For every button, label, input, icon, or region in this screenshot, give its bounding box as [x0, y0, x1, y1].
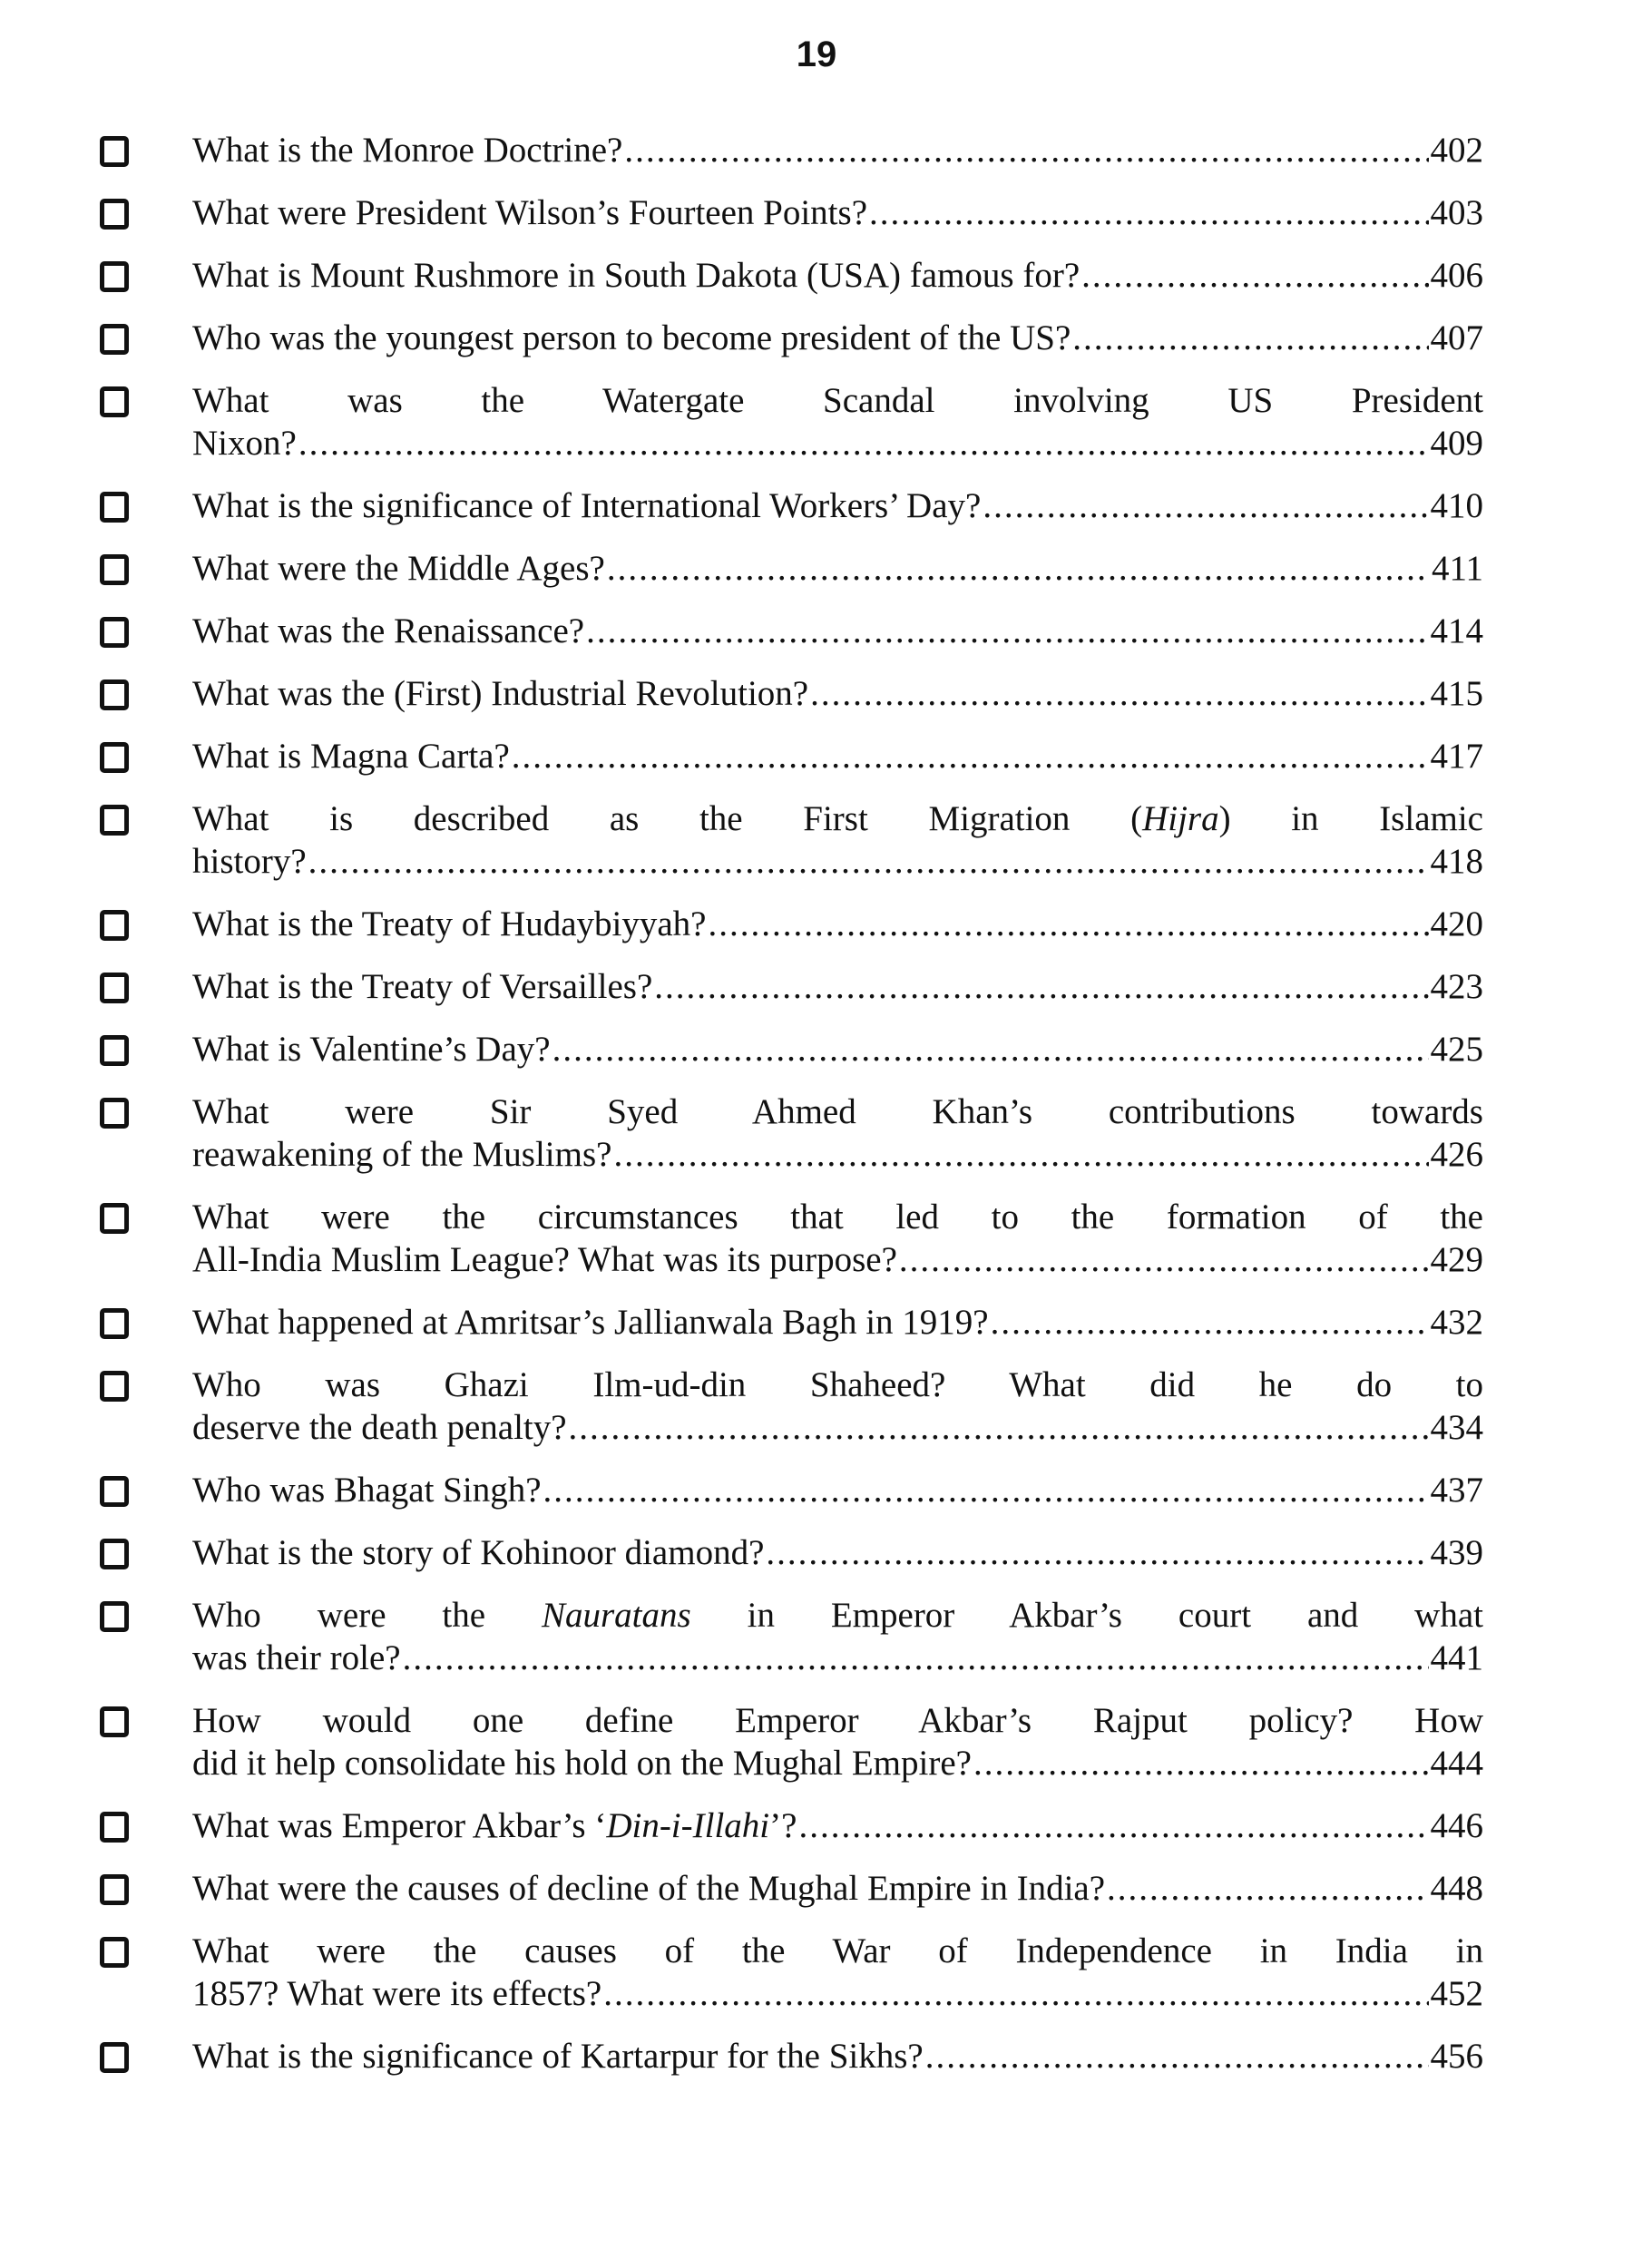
dot-leader	[308, 840, 1429, 883]
toc-entry	[100, 379, 1483, 464]
page-number: 19	[796, 34, 837, 74]
toc-entry-page-number: 434	[1430, 1408, 1483, 1447]
checkbox-icon	[100, 1539, 129, 1569]
toc-entry-title: reawakening of the Muslims?	[192, 1135, 612, 1174]
toc-entry-leader-line	[192, 254, 1483, 297]
checkbox-icon	[100, 1476, 129, 1507]
toc-entry-title-line: What were the causes of the War of Independence in India in	[192, 1931, 1483, 1970]
toc-entry-page-number: 448	[1430, 1869, 1483, 1908]
toc-entry-page-number: 411	[1431, 549, 1483, 588]
toc-entry-title: What was the (First) Industrial Revolution?	[192, 674, 809, 713]
toc-entry-body	[192, 1531, 1483, 1574]
toc-entry-title: What was Emperor Akbar’s ‘Din-i-Illahi’?	[192, 1806, 797, 1845]
toc-entry-body	[192, 1867, 1483, 1910]
toc-entry-leader-line	[192, 1406, 1483, 1449]
toc-entry-leader-line	[192, 422, 1483, 464]
toc-entry	[100, 1867, 1483, 1910]
checkbox-icon	[100, 1601, 129, 1632]
checkbox-icon	[100, 136, 129, 167]
toc-entry-title: was their role?	[192, 1638, 401, 1677]
toc-entry-leader-line	[192, 1028, 1483, 1070]
toc-entry-leader-line	[192, 1133, 1483, 1176]
toc-entry-title: What is Magna Carta?	[192, 737, 510, 776]
toc-entry-page-number: 432	[1430, 1303, 1483, 1342]
dot-leader	[1107, 1867, 1428, 1910]
dot-leader	[654, 965, 1428, 1008]
toc-entry-page-number: 441	[1430, 1638, 1483, 1677]
dot-leader	[869, 191, 1428, 234]
toc-entry-body	[192, 1196, 1483, 1281]
toc-entry-body	[192, 610, 1483, 652]
toc-entry-body	[192, 254, 1483, 297]
toc-entry-leader-line	[192, 1469, 1483, 1511]
toc-entry	[100, 254, 1483, 297]
toc-entry-leader-line	[192, 610, 1483, 652]
toc-entry-body	[192, 191, 1483, 234]
toc-entry-title: What is the story of Kohinoor diamond?	[192, 1533, 765, 1572]
toc-entry-page-number: 407	[1430, 318, 1483, 357]
toc-entry-leader-line	[192, 1867, 1483, 1910]
toc-entry-page-number: 437	[1430, 1471, 1483, 1510]
toc-entry-body	[192, 1090, 1483, 1176]
dot-leader	[798, 1804, 1428, 1847]
toc-entry-body	[192, 1028, 1483, 1070]
toc-entry	[100, 547, 1483, 590]
toc-entry-leader-line	[192, 191, 1483, 234]
toc-entry-page-number: 420	[1430, 904, 1483, 943]
dot-leader	[607, 547, 1430, 590]
toc-entry-page-number: 410	[1430, 486, 1483, 525]
toc-entry-title-line: Who were the Nauratans in Emperor Akbar’s court and what	[192, 1596, 1483, 1635]
toc-entry-title: Who was the youngest person to become president of the US?	[192, 318, 1071, 357]
toc-entry-body	[192, 129, 1483, 171]
dot-leader	[810, 672, 1428, 715]
toc-entry-body	[192, 1301, 1483, 1344]
toc-entry-title-line: What was the Watergate Scandal involving US President	[192, 381, 1483, 420]
toc-entry	[100, 2035, 1483, 2077]
toc-entry-page-number: 444	[1430, 1744, 1483, 1783]
toc-entry	[100, 1364, 1483, 1449]
toc-entry-title: What is the Treaty of Versailles?	[192, 967, 653, 1006]
toc-entry-title-line: How would one define Emperor Akbar’s Rajput policy? How	[192, 1701, 1483, 1740]
toc-entry-page-number: 452	[1430, 1974, 1483, 2013]
dot-leader	[1081, 254, 1428, 297]
toc-entry	[100, 317, 1483, 359]
toc-entry-leader-line	[192, 1301, 1483, 1344]
toc-entry-page-number: 415	[1430, 674, 1483, 713]
dot-leader	[766, 1531, 1428, 1574]
toc-entry-leader-line	[192, 1742, 1483, 1784]
toc-entry-page-number: 446	[1430, 1806, 1483, 1845]
toc-entry	[100, 1804, 1483, 1847]
toc-entry	[100, 735, 1483, 777]
toc-entry-leader-line	[192, 1637, 1483, 1679]
dot-leader	[899, 1238, 1429, 1281]
toc-entry-page-number: 409	[1430, 424, 1483, 463]
checkbox-icon	[100, 1371, 129, 1402]
toc-entry-body	[192, 1930, 1483, 2015]
toc-entry-body	[192, 797, 1483, 883]
toc-entry-page-number: 439	[1430, 1533, 1483, 1572]
toc-entry-title: 1857? What were its effects?	[192, 1974, 602, 2013]
dot-leader	[543, 1469, 1429, 1511]
checkbox-icon	[100, 805, 129, 836]
dot-leader	[624, 129, 1428, 171]
toc-entry	[100, 965, 1483, 1008]
toc-entry-leader-line	[192, 672, 1483, 715]
toc-entry-leader-line	[192, 735, 1483, 777]
dot-leader	[1072, 317, 1428, 359]
toc-entry-title: What is the significance of International Workers’ Day?	[192, 486, 982, 525]
checkbox-icon	[100, 1937, 129, 1968]
toc-entry-body	[192, 1364, 1483, 1449]
toc-entry	[100, 797, 1483, 883]
toc-entry-body	[192, 1594, 1483, 1679]
toc-entry-leader-line	[192, 840, 1483, 883]
dot-leader	[973, 1742, 1429, 1784]
checkbox-icon	[100, 554, 129, 585]
checkbox-icon	[100, 261, 129, 292]
dot-leader	[403, 1637, 1429, 1679]
toc-entry-page-number: 426	[1430, 1135, 1483, 1174]
toc-entry-leader-line	[192, 903, 1483, 945]
dot-leader	[613, 1133, 1428, 1176]
toc-entry	[100, 610, 1483, 652]
toc-entry-body	[192, 1469, 1483, 1511]
toc-entry-page-number: 423	[1430, 967, 1483, 1006]
toc-entry-leader-line	[192, 965, 1483, 1008]
checkbox-icon	[100, 742, 129, 773]
toc-entry	[100, 484, 1483, 527]
checkbox-icon	[100, 1098, 129, 1129]
checkbox-icon	[100, 910, 129, 941]
toc-entry-title: did it help consolidate his hold on the Mughal Empire?	[192, 1744, 972, 1783]
toc-entry-body	[192, 735, 1483, 777]
toc-entry-page-number: 425	[1430, 1030, 1483, 1069]
toc-entry-title: What was the Renaissance?	[192, 611, 585, 650]
toc-entry-leader-line	[192, 1531, 1483, 1574]
dot-leader	[925, 2035, 1429, 2077]
toc-entry	[100, 1531, 1483, 1574]
toc-entry-title-line: What were the circumstances that led to the formation of the	[192, 1198, 1483, 1237]
toc-entry-body	[192, 1699, 1483, 1784]
toc-entry-title: What is the Monroe Doctrine?	[192, 131, 623, 170]
toc-entry-title: What happened at Amritsar’s Jallianwala Bagh in 1919?	[192, 1303, 989, 1342]
toc-entry	[100, 1028, 1483, 1070]
toc-entry	[100, 1469, 1483, 1511]
toc-entry	[100, 903, 1483, 945]
toc-entry-title: What were President Wilson’s Fourteen Points?	[192, 193, 868, 232]
toc-entry	[100, 129, 1483, 171]
toc-entry-title: What were the Middle Ages?	[192, 549, 605, 588]
toc-entry-leader-line	[192, 1238, 1483, 1281]
toc-entry-leader-line	[192, 547, 1483, 590]
toc-entry-page-number: 456	[1430, 2037, 1483, 2076]
toc-entry-body	[192, 317, 1483, 359]
checkbox-icon	[100, 1874, 129, 1905]
toc-entry-page-number: 402	[1430, 131, 1483, 170]
checkbox-icon	[100, 492, 129, 523]
toc-entry-body	[192, 903, 1483, 945]
dot-leader	[991, 1301, 1429, 1344]
toc-entry-title: What were the causes of decline of the Mughal Empire in India?	[192, 1869, 1106, 1908]
toc-entry	[100, 191, 1483, 234]
dot-leader	[569, 1406, 1429, 1449]
dot-leader	[512, 735, 1429, 777]
toc-entry-leader-line	[192, 1804, 1483, 1847]
dot-leader	[298, 422, 1429, 464]
dot-leader	[586, 610, 1428, 652]
toc-entry-title-line: What were Sir Syed Ahmed Khan’s contributions towards	[192, 1092, 1483, 1131]
dot-leader	[983, 484, 1428, 527]
toc-entry-title: Who was Bhagat Singh?	[192, 1471, 542, 1510]
checkbox-icon	[100, 1035, 129, 1066]
toc-entry-body	[192, 547, 1483, 590]
toc-entry-leader-line	[192, 129, 1483, 171]
checkbox-icon	[100, 617, 129, 648]
checkbox-icon	[100, 324, 129, 355]
toc-entry	[100, 1090, 1483, 1176]
toc-entry-title: history?	[192, 842, 307, 881]
toc-entry-leader-line	[192, 2035, 1483, 2077]
toc-entry-page-number: 406	[1430, 256, 1483, 295]
toc-entry-body	[192, 2035, 1483, 2077]
toc-entry	[100, 1594, 1483, 1679]
toc-entry	[100, 1930, 1483, 2015]
toc-entry	[100, 1196, 1483, 1281]
toc-entry-body	[192, 484, 1483, 527]
toc-entry-body	[192, 379, 1483, 464]
toc-entry-page-number: 429	[1430, 1240, 1483, 1279]
toc-entry-title: What is Mount Rushmore in South Dakota (USA) famous for?	[192, 256, 1081, 295]
toc-entry-title-line: Who was Ghazi Ilm-ud-din Shaheed? What did he do to	[192, 1365, 1483, 1404]
dot-leader	[552, 1028, 1429, 1070]
toc-entry-title-line: What is described as the First Migration (Hijra) in Islamic	[192, 799, 1483, 838]
toc-entry-leader-line	[192, 317, 1483, 359]
checkbox-icon	[100, 679, 129, 710]
checkbox-icon	[100, 1812, 129, 1843]
toc-entry-page-number: 403	[1430, 193, 1483, 232]
toc-entry-title: deserve the death penalty?	[192, 1408, 567, 1447]
toc-entry-body	[192, 965, 1483, 1008]
checkbox-icon	[100, 1706, 129, 1737]
toc-entry-leader-line	[192, 484, 1483, 527]
checkbox-icon	[100, 1203, 129, 1234]
checkbox-icon	[100, 386, 129, 417]
toc-entry	[100, 1301, 1483, 1344]
toc-entry-title: All-India Muslim League? What was its purpose?	[192, 1240, 897, 1279]
toc-entry-leader-line	[192, 1972, 1483, 2015]
checkbox-icon	[100, 199, 129, 230]
toc-entry-page-number: 414	[1430, 611, 1483, 650]
toc-entry-body	[192, 1804, 1483, 1847]
dot-leader	[708, 903, 1428, 945]
toc-entry-title: What is the significance of Kartarpur for the Sikhs?	[192, 2037, 924, 2076]
checkbox-icon	[100, 973, 129, 1003]
table-of-contents	[100, 129, 1483, 2097]
toc-entry	[100, 1699, 1483, 1784]
toc-entry-title: Nixon?	[192, 424, 297, 463]
dot-leader	[603, 1972, 1428, 2015]
toc-entry	[100, 672, 1483, 715]
toc-entry-title: What is the Treaty of Hudaybiyyah?	[192, 904, 707, 943]
toc-entry-body	[192, 672, 1483, 715]
checkbox-icon	[100, 1308, 129, 1339]
checkbox-icon	[100, 2042, 129, 2073]
toc-entry-page-number: 417	[1430, 737, 1483, 776]
toc-entry-title: What is Valentine’s Day?	[192, 1030, 551, 1069]
toc-entry-page-number: 418	[1430, 842, 1483, 881]
